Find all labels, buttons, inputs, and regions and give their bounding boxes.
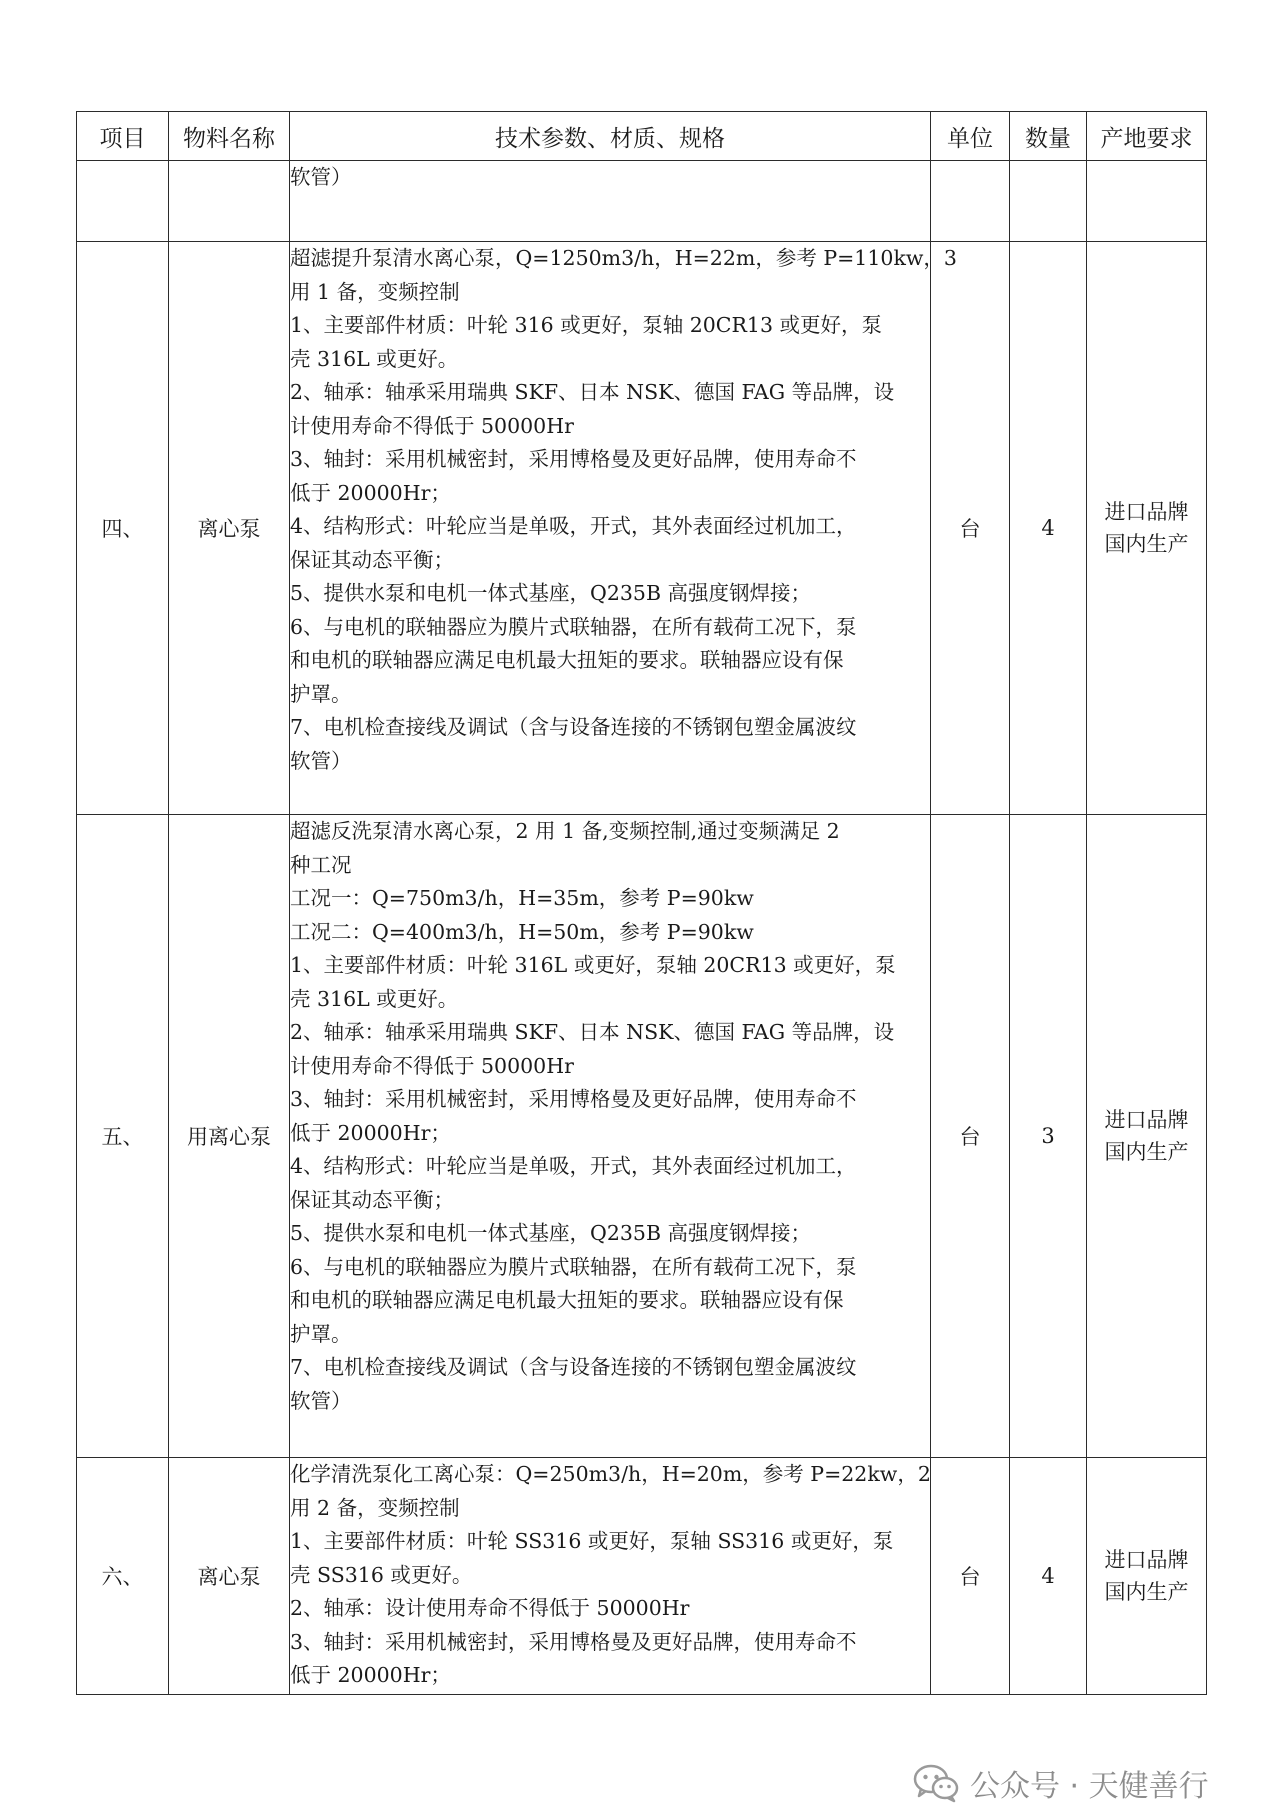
qty-cell: [1010, 161, 1087, 242]
spec-line: 低于 20000Hr；: [290, 1663, 451, 1687]
spec-line: 护罩。: [290, 1321, 352, 1346]
spec-line: 软管）: [290, 165, 352, 189]
spec-cell: [290, 815, 931, 1458]
origin-line: 进口品牌: [1104, 1548, 1189, 1572]
watermark-text: 公众号 · 天健善行: [970, 1769, 1209, 1804]
origin-cell: [1087, 815, 1207, 1458]
spec-line: 壳 316L 或更好。: [290, 986, 459, 1011]
qty-cell: 3: [1010, 815, 1087, 1458]
spec-line: 和电机的联轴器应满足电机最大扭矩的要求。联轴器应设有保: [290, 1288, 844, 1312]
name-cell: 离心泵: [169, 1458, 290, 1695]
name-cell: 用离心泵: [169, 815, 290, 1458]
table-row: [77, 161, 1207, 242]
spec-line: 保证其动态平衡；: [290, 1187, 454, 1212]
unit-cell: 台: [931, 242, 1010, 815]
item-cell: 四、: [77, 242, 169, 815]
spec-line: 用 2 备，变频控制: [290, 1495, 460, 1520]
qty-cell: 4: [1010, 1458, 1087, 1695]
spec-cell: [290, 242, 957, 815]
spec-line: 工况一：Q=750m3/h，H=35m，参考 P=90kw: [290, 886, 754, 910]
spec-line: 计使用寿命不得低于 50000Hr: [290, 1053, 574, 1078]
table-row: [77, 815, 1207, 1458]
spec-line: 2、轴承：轴承采用瑞典 SKF、日本 NSK、德国 FAG 等品牌，设: [290, 1020, 895, 1044]
spec-line: 保证其动态平衡；: [290, 547, 454, 572]
origin-cell: [1087, 242, 1207, 815]
spec-line: 7、电机检查接线及调试（含与设备连接的不锈钢包塑金属波纹: [290, 715, 857, 739]
spec-cell: [290, 161, 931, 242]
spec-line: 3、轴封：采用机械密封，采用博格曼及更好品牌，使用寿命不: [290, 1087, 857, 1111]
spec-line: 5、提供水泵和电机一体式基座，Q235B 高强度钢焊接；: [290, 581, 812, 605]
spec-line: 工况二：Q=400m3/h，H=50m，参考 P=90kw: [290, 919, 754, 944]
spec-line: 低于 20000Hr；: [290, 1120, 451, 1145]
spec-cell: [290, 1458, 931, 1695]
item-cell: 五、: [77, 815, 169, 1458]
wechat-icon: [912, 1763, 960, 1803]
spec-line: 计使用寿命不得低于 50000Hr: [290, 413, 574, 438]
header-item: 项目: [77, 112, 169, 161]
origin-line: 进口品牌: [1104, 500, 1189, 524]
header-material-name: 物料名称: [169, 112, 290, 161]
spec-line: 超滤提升泵清水离心泵，Q=1250m3/h，H=22m，参考 P=110kw，3: [290, 246, 957, 270]
header-row: [77, 112, 1207, 161]
origin-cell: [1087, 1458, 1207, 1695]
unit-cell: 台: [931, 815, 1010, 1458]
spec-line: 种工况: [290, 852, 352, 877]
spec-line: 1、主要部件材质：叶轮 316 或更好，泵轴 20CR13 或更好，泵: [290, 313, 883, 337]
spec-line: 低于 20000Hr；: [290, 480, 451, 505]
origin-cell: [1087, 161, 1207, 242]
spec-line: 2、轴承：设计使用寿命不得低于 50000Hr: [290, 1596, 690, 1620]
spec-line: 超滤反洗泵清水离心泵，2 用 1 备,变频控制,通过变频满足 2: [290, 819, 840, 843]
header-spec: 技术参数、材质、规格: [290, 112, 931, 161]
table-row: [77, 1458, 1207, 1695]
header-quantity: 数量: [1010, 112, 1087, 161]
table-row: [77, 242, 1207, 815]
spec-line: 2、轴承：轴承采用瑞典 SKF、日本 NSK、德国 FAG 等品牌，设: [290, 380, 895, 404]
spec-line: 1、主要部件材质：叶轮 SS316 或更好，泵轴 SS316 或更好，泵: [290, 1529, 894, 1553]
spec-line: 7、电机检查接线及调试（含与设备连接的不锈钢包塑金属波纹: [290, 1355, 857, 1379]
spec-line: 4、结构形式：叶轮应当是单吸，开式，其外表面经过机加工，: [290, 1154, 857, 1178]
qty-cell: 4: [1010, 242, 1087, 815]
origin-line: 国内生产: [1104, 532, 1189, 556]
spec-line: 5、提供水泵和电机一体式基座，Q235B 高强度钢焊接；: [290, 1221, 812, 1245]
unit-cell: 台: [931, 1458, 1010, 1695]
spec-line: 6、与电机的联轴器应为膜片式联轴器，在所有载荷工况下，泵: [290, 1254, 857, 1279]
header-origin: 产地要求: [1087, 112, 1207, 161]
spec-line: 软管）: [290, 1388, 352, 1413]
header-unit: 单位: [931, 112, 1010, 161]
spec-line: 软管）: [290, 748, 352, 773]
unit-cell: [931, 161, 1010, 242]
origin-line: 国内生产: [1104, 1580, 1189, 1604]
origin-line: 进口品牌: [1104, 1108, 1189, 1132]
watermark: [912, 1757, 1209, 1809]
spec-line: 用 1 备，变频控制: [290, 279, 460, 304]
item-cell: [77, 161, 169, 242]
spec-line: 护罩。: [290, 681, 352, 706]
spec-line: 化学清洗泵化工离心泵：Q=250m3/h，H=20m，参考 P=22kw，2: [290, 1462, 931, 1486]
spec-line: 3、轴封：采用机械密封，采用博格曼及更好品牌，使用寿命不: [290, 1629, 857, 1654]
spec-line: 6、与电机的联轴器应为膜片式联轴器，在所有载荷工况下，泵: [290, 614, 857, 639]
item-cell: 六、: [77, 1458, 169, 1695]
spec-table: [76, 111, 1207, 1695]
name-cell: 离心泵: [169, 242, 290, 815]
name-cell: [169, 161, 290, 242]
spec-line: 4、结构形式：叶轮应当是单吸，开式，其外表面经过机加工，: [290, 514, 857, 538]
spec-line: 3、轴封：采用机械密封，采用博格曼及更好品牌，使用寿命不: [290, 447, 857, 471]
spec-line: 壳 316L 或更好。: [290, 346, 459, 371]
origin-line: 国内生产: [1104, 1140, 1189, 1164]
spec-line: 和电机的联轴器应满足电机最大扭矩的要求。联轴器应设有保: [290, 648, 844, 672]
spec-line: 1、主要部件材质：叶轮 316L 或更好，泵轴 20CR13 或更好，泵: [290, 953, 896, 977]
spec-line: 壳 SS316 或更好。: [290, 1562, 473, 1587]
